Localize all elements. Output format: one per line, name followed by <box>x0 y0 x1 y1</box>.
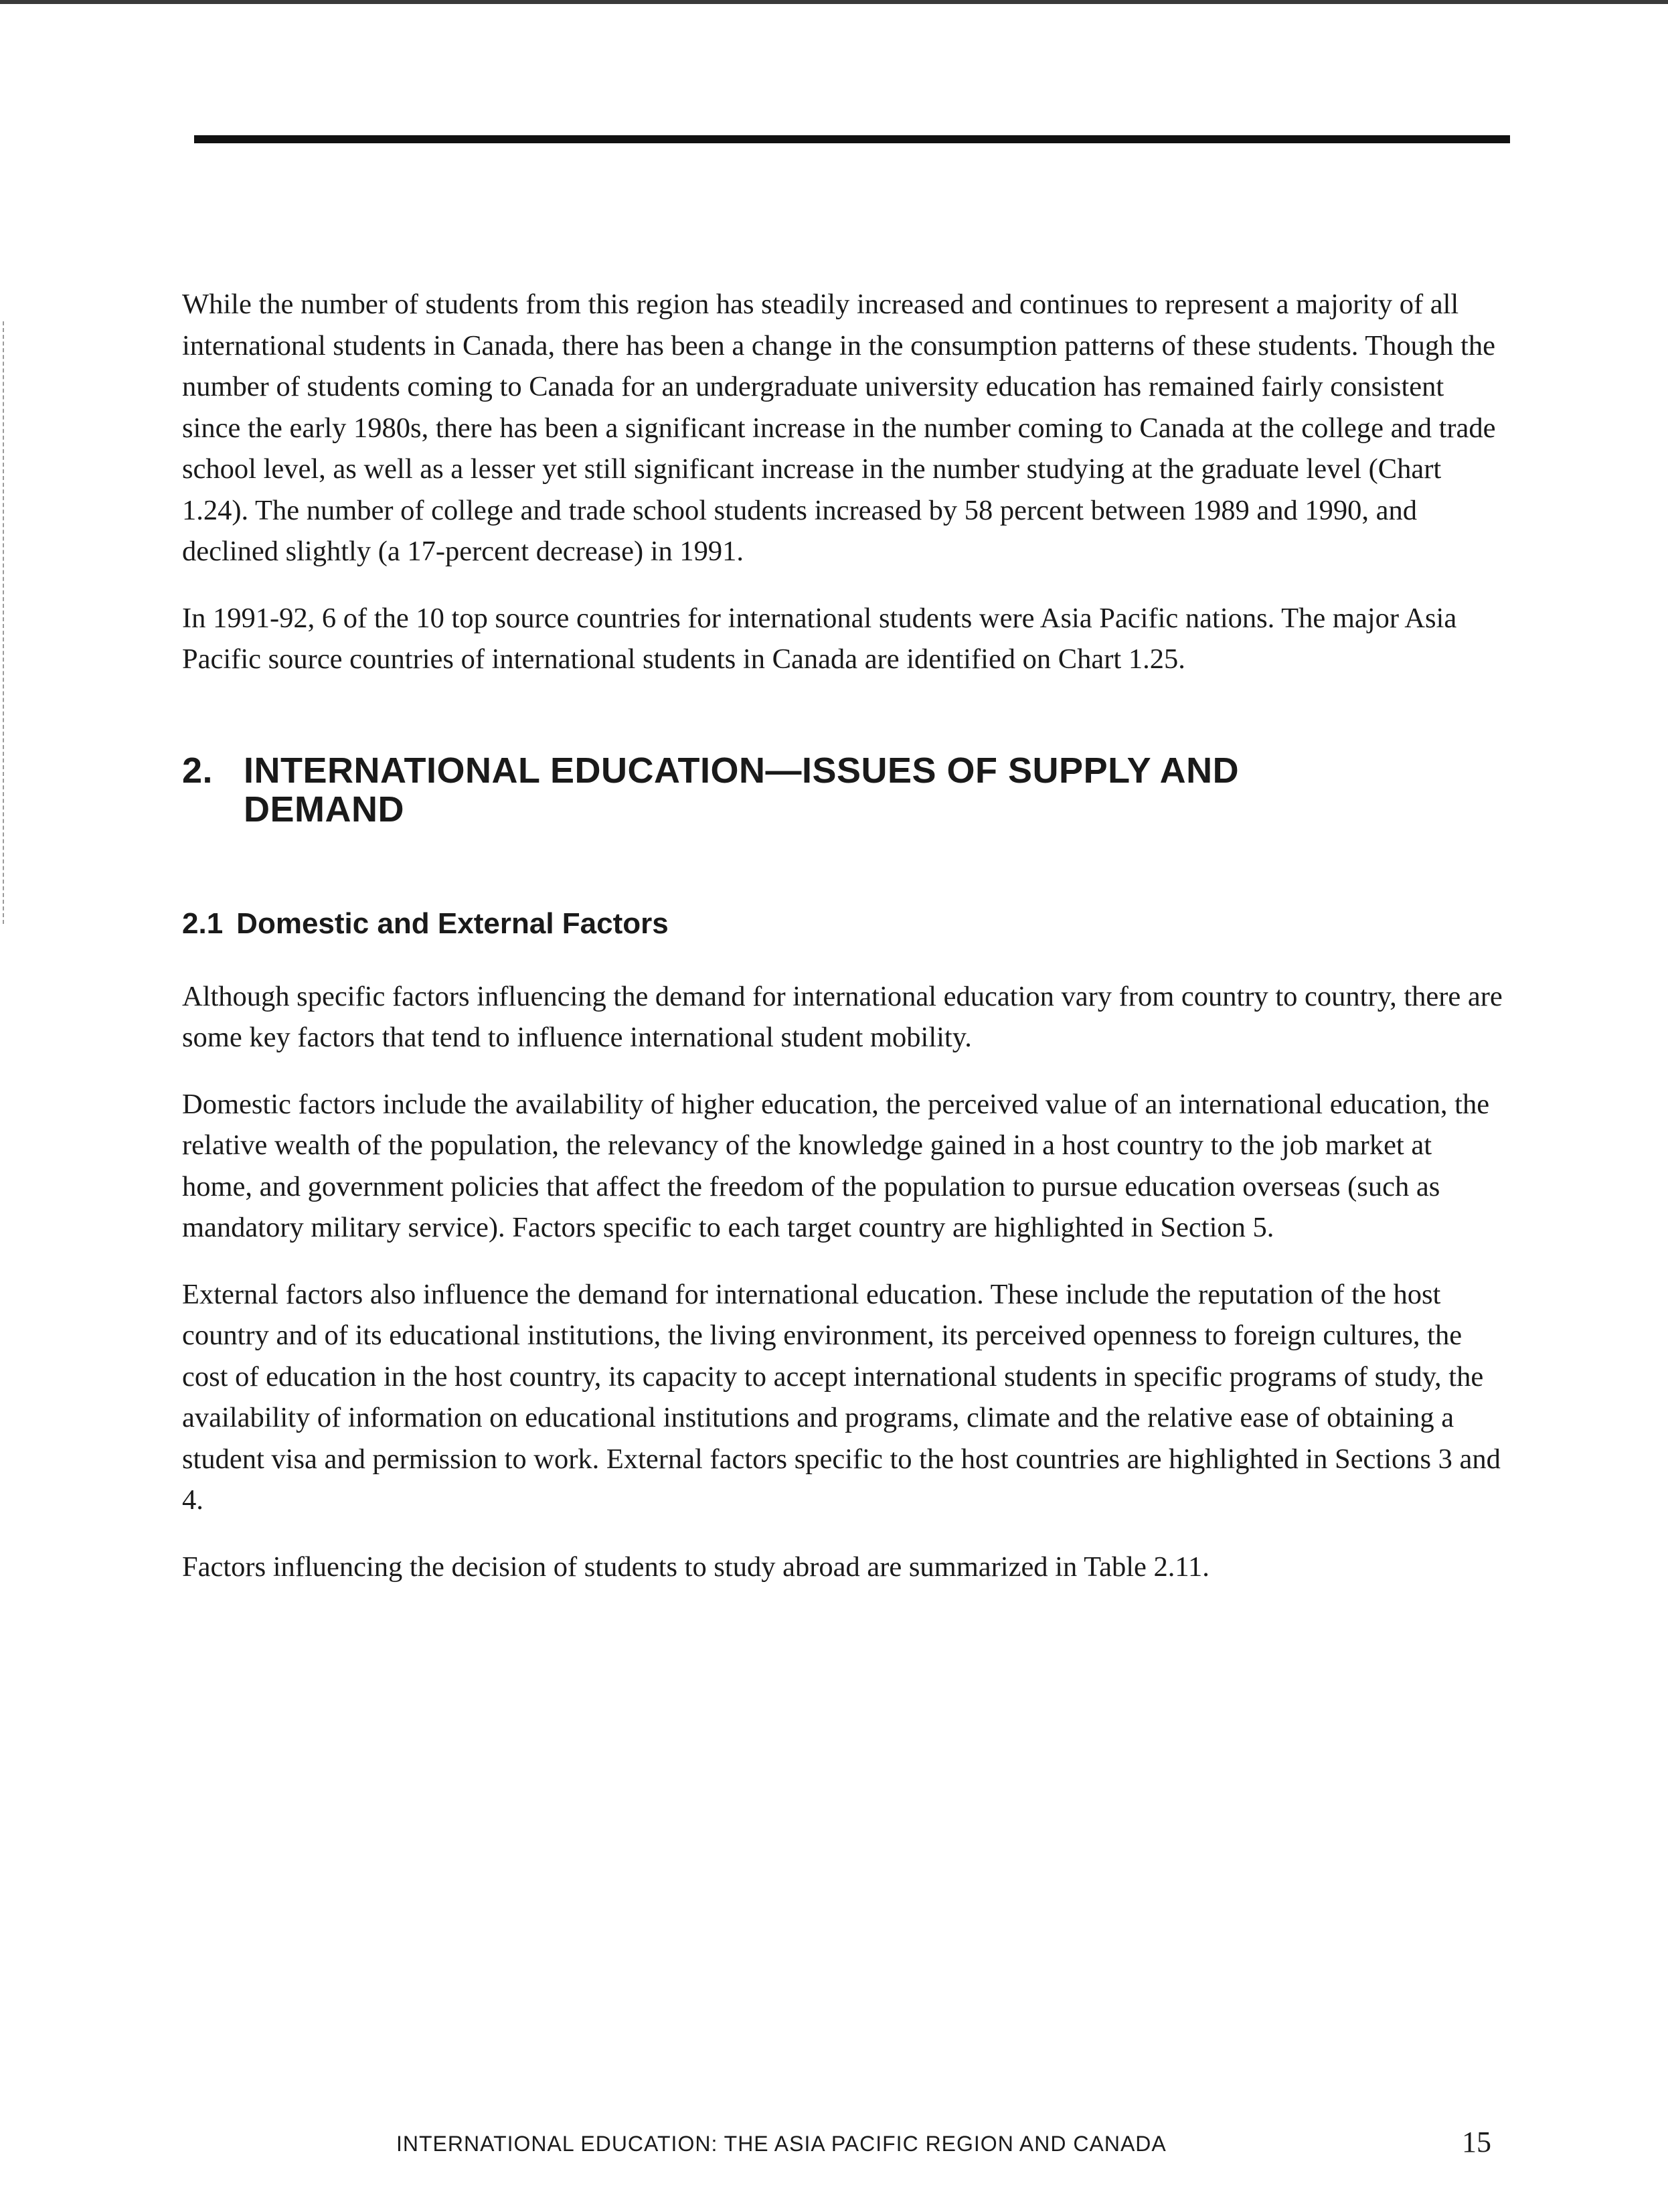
section-heading <box>182 751 1507 829</box>
paragraph-section-3: External factors also influence the demand for international education. These include the reputation of the host country and of its educational institutions, the living environment, its perceived openness to foreign cultures, the cost of education in the host country, its capacity to accept international students in specific programs of study, the availability of information on educational institutions and programs, climate and the relative ease of obtaining a student visa and permission to work. External factors specific to the host countries are highlighted in Sections 3 and 4. <box>182 1278 1501 1516</box>
paragraph-section-1: Although specific factors influencing the demand for international education vary from country to country, there are some key factors that tend to influence international student mobility. <box>182 980 1503 1053</box>
page-content <box>182 284 1507 1613</box>
subsection-title: Domestic and External Factors <box>236 906 669 940</box>
paragraph-section-4: Factors influencing the decision of students to study abroad are summarized in Table 2.11. <box>182 1551 1210 1583</box>
paragraph-intro-1: While the number of students from this region has steadily increased and continues to represent a majority of all international students in Canada, there has been a change in the consumption patterns of these students. Though the number of students coming to Canada for an undergraduate university education has remained fairly consistent since the early 1980s, there has been a significant increase in the number coming to Canada at the college and trade school level, as well as a lesser yet still significant increase in the number studying at the graduate level (Chart 1.24). The number of college and trade school students increased by 58 percent between 1989 and 1990, and declined slightly (a 17-percent decrease) in 1991. <box>182 289 1496 567</box>
scan-edge-line <box>0 0 1668 4</box>
page-number: 15 <box>1462 2126 1491 2158</box>
footer-title: INTERNATIONAL EDUCATION: THE ASIA PACIFIC REGION AND CANADA <box>396 2132 1167 2156</box>
section-number: 2. <box>182 750 214 791</box>
section-title: INTERNATIONAL EDUCATION—ISSUES OF SUPPLY AND DEMAND <box>244 750 1240 830</box>
paragraph-section-2: Domestic factors include the availability of higher education, the perceived value of an international education, the relative wealth of the population, the relevancy of the knowledge gained in a host country to the job market at home, and government policies that affect the freedom of the population to pursue education overseas (such as mandatory military service). Factors specific to each target country are highlighted in Section 5. <box>182 1088 1490 1243</box>
paragraph-intro-2: In 1991-92, 6 of the 10 top source countries for international students were Asia Pacific nations. The major Asia Pacific source countries of international students in Canada are identified on Chart 1.25. <box>182 602 1457 675</box>
subsection-heading <box>182 906 1507 941</box>
binding-margin-marks <box>3 321 8 924</box>
header-rule <box>194 135 1510 143</box>
subsection-number: 2.1 <box>182 906 224 940</box>
